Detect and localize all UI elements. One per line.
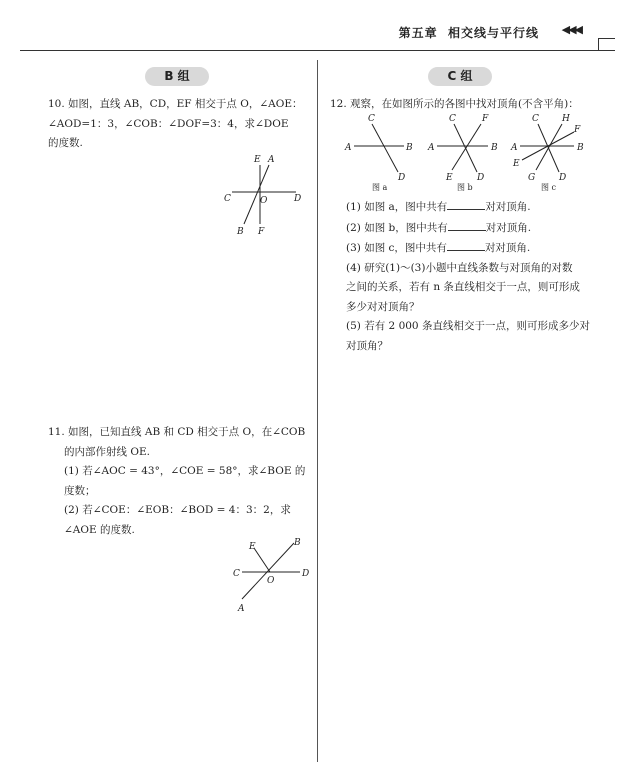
question-4: 之间的关系，若有 n 条直线相交于一点，则可形成 [346, 281, 580, 293]
figure-11 [228, 533, 312, 615]
label-b: B [406, 143, 413, 153]
label-c: C [233, 569, 240, 579]
question-1-suffix: 对对顶角. [485, 201, 531, 213]
label-a: A [511, 143, 518, 153]
figure-10 [222, 150, 312, 236]
label-e: E [249, 542, 256, 552]
question-3 [330, 238, 620, 259]
label-c: C [532, 114, 539, 124]
caption-a: 图 a [372, 183, 388, 192]
figure-b [427, 114, 498, 192]
label-f: F [482, 114, 489, 124]
arrow-decoration-icon: ◀◀◀ [561, 23, 581, 36]
chapter-title [399, 24, 539, 41]
label-b: B [577, 143, 584, 153]
figure-12-group [340, 112, 598, 194]
answer-blank-1[interactable] [447, 197, 485, 210]
question-4: (4) 研究(1)～(3)小题中直线条数与对顶角的对数 [346, 261, 573, 274]
caption-c: 图 c [541, 183, 557, 192]
label-b: B [237, 227, 244, 236]
question-1 [330, 197, 620, 218]
label-h: H [562, 114, 570, 124]
caption-b: 图 b [457, 183, 473, 192]
problem-11-sub2: (2) 若∠COE：∠EOB：∠BOD = 4：3：2，求 [64, 504, 291, 516]
label-d: D [477, 173, 485, 183]
label-a: A [238, 604, 245, 614]
question-2 [330, 218, 620, 239]
group-b-tag: B 组 [145, 67, 209, 86]
page-header [0, 0, 635, 50]
label-d: D [398, 173, 406, 183]
label-c: C [449, 114, 456, 124]
figure-c [510, 114, 584, 192]
problem-10-line: ∠AOD=1：3，∠COB：∠DOF=3：4，求∠DOE [48, 117, 289, 130]
label-f: F [258, 227, 265, 236]
label-d: D [294, 194, 302, 204]
question-3-suffix: 对对顶角. [484, 242, 531, 254]
label-f: F [574, 125, 581, 135]
problem-10-line: 10. 如图，直线 AB，CD，EF 相交于点 O，∠AOE： [48, 98, 303, 110]
problem-11-line: 的内部作射线 OE. [64, 445, 150, 458]
question-4: 多少对对顶角？ [346, 300, 420, 313]
line-ef [452, 124, 481, 170]
line-cd [372, 124, 398, 172]
header-corner [598, 38, 615, 51]
question-5: 对顶角？ [346, 339, 388, 352]
question-3-prefix: (3) 如图 c，图中共有 [346, 242, 447, 254]
label-a: A [345, 143, 352, 153]
answer-blank-2[interactable] [448, 218, 486, 231]
label-b: B [294, 538, 301, 548]
label-a: A [268, 155, 275, 165]
question-2-suffix: 对对顶角. [485, 221, 532, 234]
question-2-prefix: (2) 如图 b，图中共有 [346, 221, 448, 234]
group-c-tag: C 组 [428, 67, 492, 86]
header-rule [20, 50, 615, 51]
problem-10 [48, 95, 310, 154]
answer-blank-3[interactable] [447, 238, 485, 251]
figure-a [344, 114, 413, 192]
ray-oe [254, 548, 270, 572]
problem-11-sub1: 度数； [64, 484, 96, 497]
label-o: O [267, 576, 275, 586]
label-g: G [528, 173, 536, 183]
label-b: B [491, 143, 498, 153]
label-o: O [260, 196, 268, 206]
problem-11-line: 11. 如图，已知直线 AB 和 CD 相交于点 O，在∠COB [48, 426, 306, 438]
problem-12-intro-text: 12. 观察，在如图所示的各图中找对顶角(不含平角)： [330, 98, 579, 110]
problem-10-line: 的度数. [48, 137, 83, 149]
column-divider [317, 60, 318, 762]
label-a: A [428, 143, 435, 153]
label-e: E [446, 173, 453, 183]
problem-11-sub1: (1) 若∠AOC = 43°，∠COE = 58°，求∠BOE 的 [64, 465, 306, 477]
line-hg [536, 124, 562, 170]
question-1-prefix: (1) 如图 a，图中共有 [346, 201, 448, 213]
problem-12-questions [330, 197, 620, 356]
label-c: C [224, 194, 231, 204]
label-d: D [302, 569, 310, 579]
chapter-number: 第五章 [398, 26, 438, 40]
line-ab [244, 165, 269, 224]
problem-11 [48, 423, 310, 540]
problem-11-sub2: ∠AOE 的度数. [64, 523, 135, 536]
label-d: D [559, 173, 567, 183]
label-c: C [368, 114, 375, 124]
label-e: E [513, 159, 520, 169]
chapter-name: 相交线与平行线 [447, 26, 539, 40]
label-e: E [254, 155, 261, 165]
question-5: (5) 若有 2 000 条直线相交于一点，则可形成多少对 [346, 320, 590, 332]
